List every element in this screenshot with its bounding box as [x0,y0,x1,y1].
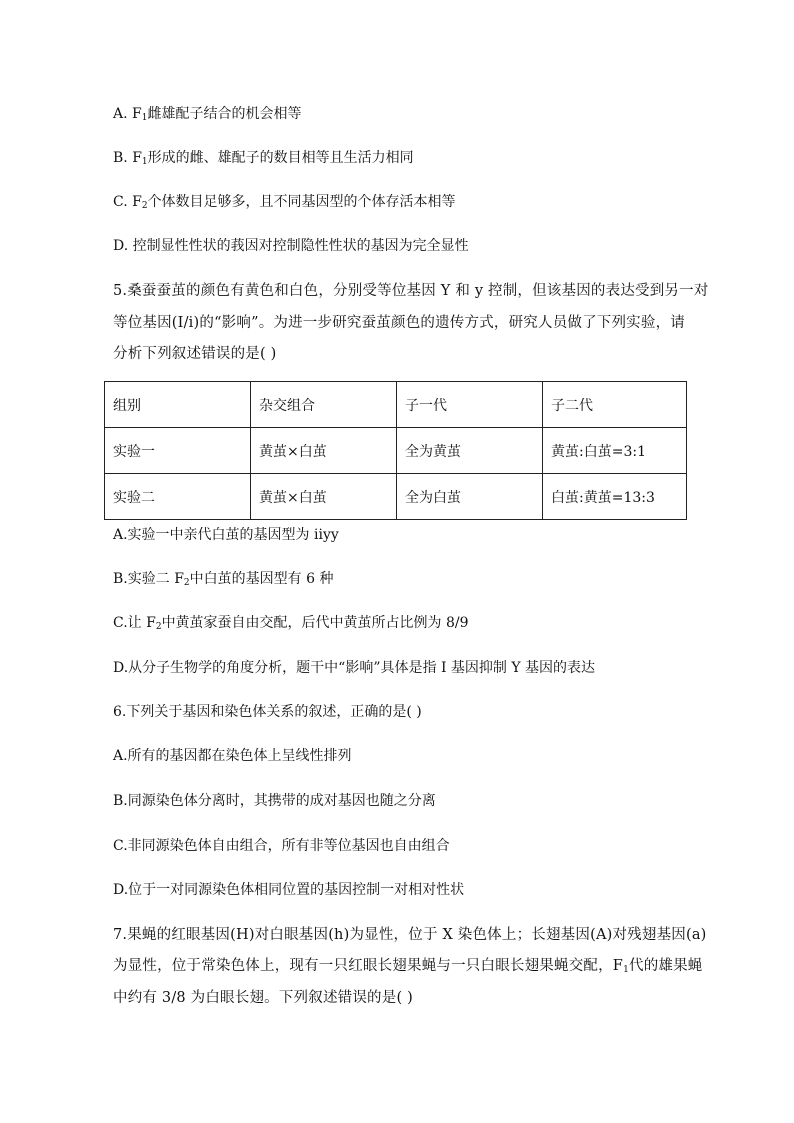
table-row [105,474,687,520]
table-cell: 黄茧×白茧 [251,428,397,474]
q5-option-c: C.让 $F_2$中黄茧家蚕自由交配，后代中黄茧所占比例为 8/9 [113,615,469,632]
table-cell: 实验一 [105,428,251,474]
q6-option-a: A.所有的基因都在染色体上呈线性排列 [113,748,352,764]
q5-stem-line-2: 等位基因(I/i)的“影响”。为进一步研究蚕茧颜色的遗传方式，研究人员做了下列实验，请 [113,315,685,331]
q5-stem-line-1: 5.桑蚕蚕茧的颜色有黄色和白色，分别受等位基因 Y 和 y 控制，但该基因的表达受到另一对 [113,283,709,299]
q6-option-b: B.同源染色体分离时，其携带的成对基因也随之分离 [113,793,436,809]
table-cell: 实验二 [105,474,251,520]
q6-option-c: C.非同源染色体自由组合，所有非等位基因也自由组合 [113,838,450,854]
option-a: A. $F_1$雌雄配子结合的机会相等 [113,106,302,123]
table-header: 组别 [105,382,251,428]
experiment-table [104,381,687,520]
q5-stem-line-3: 分析下列叙述错误的是( ) [113,346,277,362]
table-cell: 黄茧×白茧 [251,474,397,520]
q5-option-d: D.从分子生物学的角度分析，题干中“影响”具体是指 I 基因抑制 Y 基因的表达 [113,660,596,676]
q5-option-b: B.实验二 $F_2$中白茧的基因型有 6 种 [113,571,334,588]
q6-stem: 6.下列关于基因和染色体关系的叙述，正确的是( ) [113,704,422,720]
q6-option-d: D.位于一对同源染色体相同位置的基因控制一对相对性状 [113,882,465,898]
table-cell: 黄茧:白茧=3:1 [543,428,687,474]
table-cell: 全为黄茧 [397,428,543,474]
table-row [105,428,687,474]
table-cell: 白茧:黄茧=13:3 [543,474,687,520]
table-header: 子一代 [397,382,543,428]
table-header: 杂交组合 [251,382,397,428]
table-cell: 全为白茧 [397,474,543,520]
option-b: B. $F_1$形成的雌、雄配子的数目相等且生活力相同 [113,150,414,167]
q7-stem-line-3: 中约有 3/8 为白眼长翅。下列叙述错误的是( ) [113,990,413,1006]
option-d: D. 控制显性性状的莪因对控制隐性性状的基因为完全显性 [113,238,469,254]
q5-option-a: A.实验一中亲代白茧的基因型为 iiyy [113,527,339,543]
option-c: C. $F_2$个体数目足够多，且不同基因型的个体存活本相等 [113,194,456,211]
table-header-row [105,382,687,428]
table-header: 子二代 [543,382,687,428]
q7-stem-line-1: 7.果蝇的红眼基因(H)对白眼基因(h)为显性，位于 X 染色体上；长翅基因(A)对残翅基因(a) [113,927,707,943]
q7-stem-line-2: 为显性，位于常染色体上，现有一只红眼长翅果蝇与一只白眼长翅果蝇交配，$F_1$代的雄果蝇 [113,958,703,975]
